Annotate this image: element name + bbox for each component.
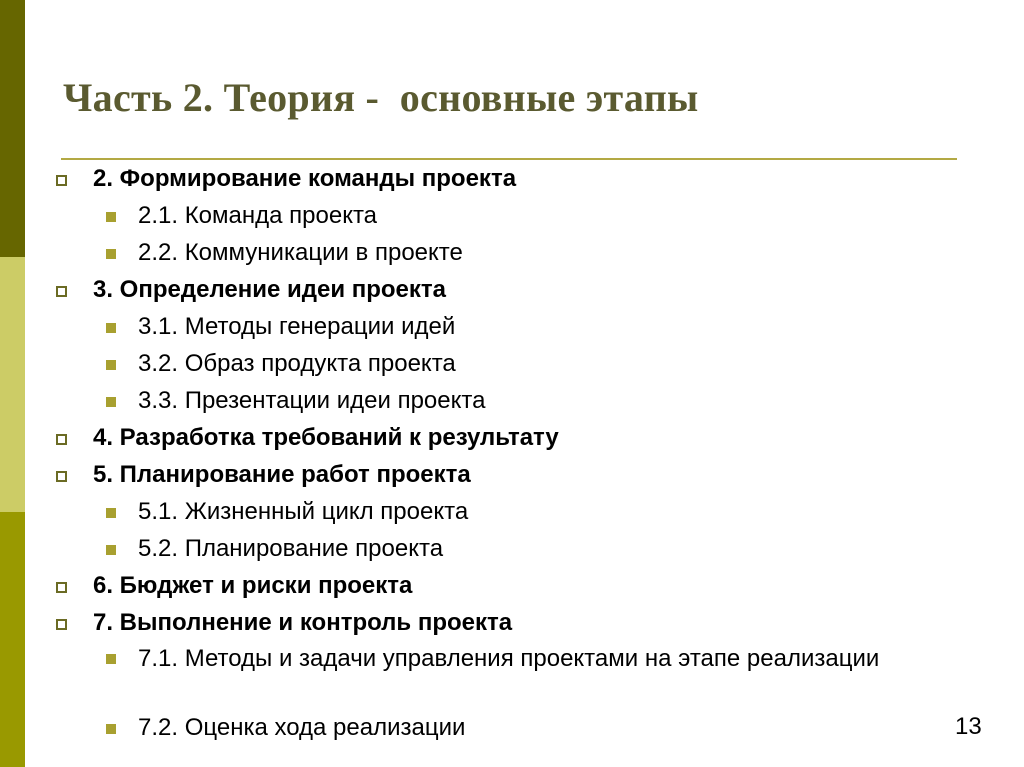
outline-item-level2 bbox=[50, 493, 970, 530]
outline-item-text: 5.1. Жизненный цикл проекта bbox=[138, 498, 469, 525]
slide-title: Часть 2. Теория - основные этапы bbox=[63, 75, 699, 120]
outline-item-level1 bbox=[50, 419, 970, 456]
outline-item-level2 bbox=[50, 197, 970, 234]
outline-item-text: 3.1. Методы генерации идей bbox=[138, 313, 456, 340]
outline-item-text: 2.2. Коммуникации в проекте bbox=[138, 239, 463, 266]
outline-item-text: 7.1. Методы и задачи управления проектами на этапе реализации bbox=[138, 645, 880, 672]
outline-item-text: 5.2. Планирование проекта bbox=[138, 535, 444, 562]
outline-item-level1 bbox=[50, 271, 970, 308]
outline-item-text: 3.2. Образ продукта проекта bbox=[138, 350, 456, 377]
outline-item-text: 4. Разработка требований к результату bbox=[93, 424, 559, 451]
outline-item-text: 7.2. Оценка хода реализации bbox=[138, 714, 466, 741]
outline-item-text: 3.3. Презентации идеи проекта bbox=[138, 387, 486, 414]
page-number: 13 bbox=[955, 713, 982, 740]
outline-item-text: 7. Выполнение и контроль проекта bbox=[93, 609, 513, 636]
outline-item-level2 bbox=[50, 382, 970, 419]
outline-item-level1 bbox=[50, 456, 970, 493]
hollow-square-bullet-icon bbox=[56, 286, 67, 297]
side-band-top bbox=[0, 0, 25, 257]
outline-item-level1 bbox=[50, 567, 970, 604]
solid-square-bullet-icon bbox=[106, 508, 116, 518]
hollow-square-bullet-icon bbox=[56, 471, 67, 482]
solid-square-bullet-icon bbox=[106, 249, 116, 259]
outline-item-level2 bbox=[50, 234, 970, 271]
solid-square-bullet-icon bbox=[106, 724, 116, 734]
outline-item-level1 bbox=[50, 160, 970, 197]
solid-square-bullet-icon bbox=[106, 545, 116, 555]
outline-item-level2 bbox=[50, 709, 970, 746]
side-band-middle bbox=[0, 257, 25, 512]
outline-item-text: 6. Бюджет и риски проекта bbox=[93, 572, 413, 599]
solid-square-bullet-icon bbox=[106, 323, 116, 333]
solid-square-bullet-icon bbox=[106, 397, 116, 407]
solid-square-bullet-icon bbox=[106, 654, 116, 664]
hollow-square-bullet-icon bbox=[56, 175, 67, 186]
hollow-square-bullet-icon bbox=[56, 582, 67, 593]
outline-item-text: 2.1. Команда проекта bbox=[138, 202, 378, 229]
outline-item-text: 3. Определение идеи проекта bbox=[93, 276, 447, 303]
solid-square-bullet-icon bbox=[106, 212, 116, 222]
hollow-square-bullet-icon bbox=[56, 619, 67, 630]
outline-item-level2 bbox=[50, 530, 970, 567]
outline-item-level2 bbox=[50, 641, 970, 709]
outline-item-text: 5. Планирование работ проекта bbox=[93, 461, 471, 488]
solid-square-bullet-icon bbox=[106, 360, 116, 370]
outline-item-level1 bbox=[50, 604, 970, 641]
outline-item-level2 bbox=[50, 308, 970, 345]
hollow-square-bullet-icon bbox=[56, 434, 67, 445]
outline-list bbox=[50, 160, 970, 746]
side-band-bottom bbox=[0, 512, 25, 767]
outline-item-level2 bbox=[50, 345, 970, 382]
outline-item-text: 2. Формирование команды проекта bbox=[93, 165, 517, 192]
